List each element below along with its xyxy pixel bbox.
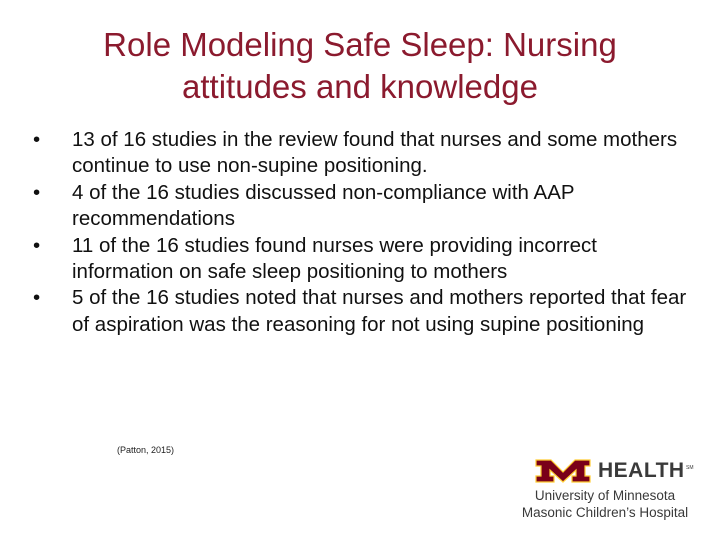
bullet-marker: • [33,286,41,310]
logo-health-word: HEALTH [598,459,685,482]
citation: (Patton, 2015) [117,445,175,455]
bullet-list [30,127,690,338]
bullet-text: 13 of 16 studies in the review found that nurses and some mothers continue to use non-supine positioning. [72,128,678,178]
bullet-marker: • [33,128,41,151]
bullet-item [30,127,690,180]
logo-hospital-name: Masonic Children’s Hospital [521,505,689,520]
slide-title [40,24,680,108]
bullet-item [30,180,690,233]
block-m-icon [534,458,592,484]
health-logo [512,455,698,527]
title-line-2: attitudes and knowledge [182,68,538,105]
logo-university-name: University of Minnesota [534,488,676,503]
bullet-text: 11 of the 16 studies found nurses were providing incorrect information on safe sleep positioning to mothers [72,233,597,284]
title-line-1: Role Modeling Safe Sleep: Nursing [103,26,617,63]
bullet-item [30,285,690,338]
bullet-text: 5 of the 16 studies noted that nurses and mothers reported that fear of aspiration was the reasoning for not using supine positioning [72,286,687,336]
logo-service-mark: SM [686,465,694,471]
bullet-item [30,233,690,286]
bullet-marker: • [33,180,41,204]
bullet-text: 4 of the 16 studies discussed non-compliance with AAP recommendations [72,180,575,231]
bullet-marker: • [33,233,41,257]
